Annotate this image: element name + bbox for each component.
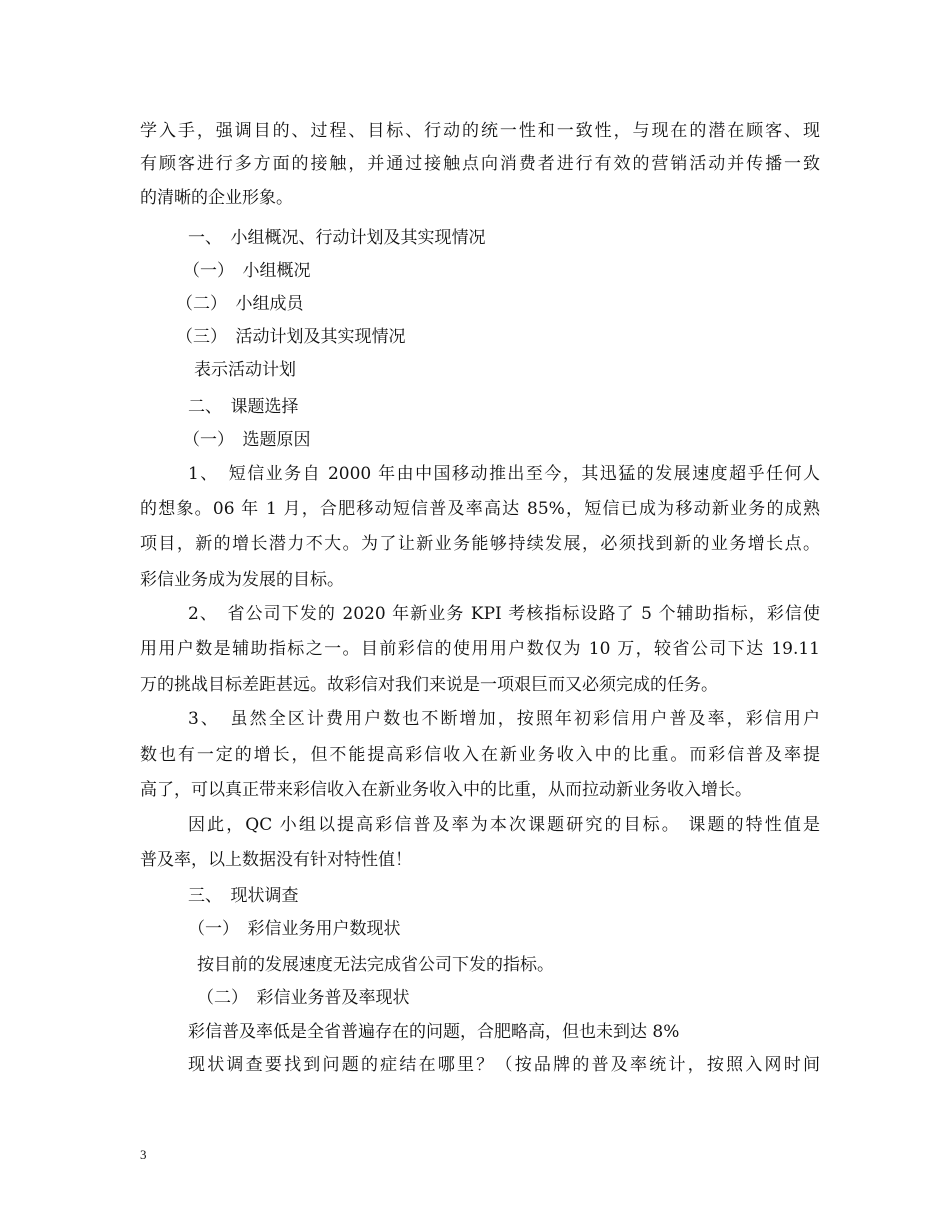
body-text-line: 有顾客进行多方面的接触，并通过接触点向消费者进行有效的营销活动并传播一致 (140, 154, 820, 174)
body-text-line: 3、 虽然全区计费用户数也不断增加，按照年初彩信用户普及率，彩信用户 (188, 709, 820, 729)
body-text-line: 1、 短信业务自 2000 年由中国移动推出至今，其迅猛的发展速度超乎任何人 (188, 464, 820, 484)
body-text-line: 2、 省公司下发的 2020 年新业务 KPI 考核指标设路了 5 个辅助指标，彩信使 (188, 604, 820, 624)
body-text-line: 的想象。06 年 1 月，合肥移动短信普及率高达 85%，短信已成为移动新业务的成熟 (140, 499, 820, 519)
body-text-line: 项目，新的增长潜力不大。为了让新业务能够持续发展，必须找到新的业务增长点。 (140, 534, 820, 554)
body-text-line: 表示活动计划 (194, 360, 296, 380)
subsection-heading: （三） 活动计划及其实现情况 (176, 327, 406, 347)
body-text-line: 万的挑战目标差距甚远。故彩信对我们来说是一项艰巨而又必须完成的任务。 (140, 675, 718, 695)
subsection-heading: （一） 选题原因 (183, 430, 311, 450)
subsection-heading: （二） 小组成员 (176, 294, 304, 314)
body-text-line: 因此，QC 小组以提高彩信普及率为本次课题研究的目标。 课题的特性值是 (188, 815, 820, 835)
body-text-line: 学入手，强调目的、过程、目标、行动的统一性和一致性，与现在的潜在顾客、现 (140, 121, 820, 141)
body-text-line: 数也有一定的增长，但不能提高彩信收入在新业务收入中的比重。而彩信普及率提 (140, 745, 820, 765)
body-text-line: 彩信普及率低是全省普遍存在的问题，合肥略高，但也未到达 8% (188, 1022, 680, 1042)
body-text-line: 用用户数是辅助指标之一。目前彩信的使用用户数仅为 10 万，较省公司下达 19.11 (140, 639, 820, 659)
subsection-heading: （二） 彩信业务普及率现状 (197, 988, 410, 1008)
body-text-line: 普及率，以上数据没有针对特性值！ (140, 850, 412, 870)
section-heading: 一、 小组概况、行动计划及其实现情况 (188, 228, 486, 248)
body-text-line: 现状调查要找到问题的症结在哪里？（按品牌的普及率统计，按照入网时间 (188, 1055, 820, 1075)
subsection-heading: （一） 小组概况 (183, 261, 311, 281)
section-heading: 二、 课题选择 (188, 397, 299, 417)
body-text-line: 按目前的发展速度无法完成省公司下发的指标。 (197, 955, 554, 975)
subsection-heading: （一） 彩信业务用户数现状 (188, 919, 401, 939)
section-heading: 三、 现状调查 (188, 886, 299, 906)
body-text-line: 高了，可以真正带来彩信收入在新业务收入中的比重，从而拉动新业务收入增长。 (140, 780, 752, 800)
page-number: 3 (140, 1147, 147, 1162)
body-text-line: 彩信业务成为发展的目标。 (140, 570, 344, 590)
body-text-line: 的清晰的企业形象。 (140, 188, 293, 208)
